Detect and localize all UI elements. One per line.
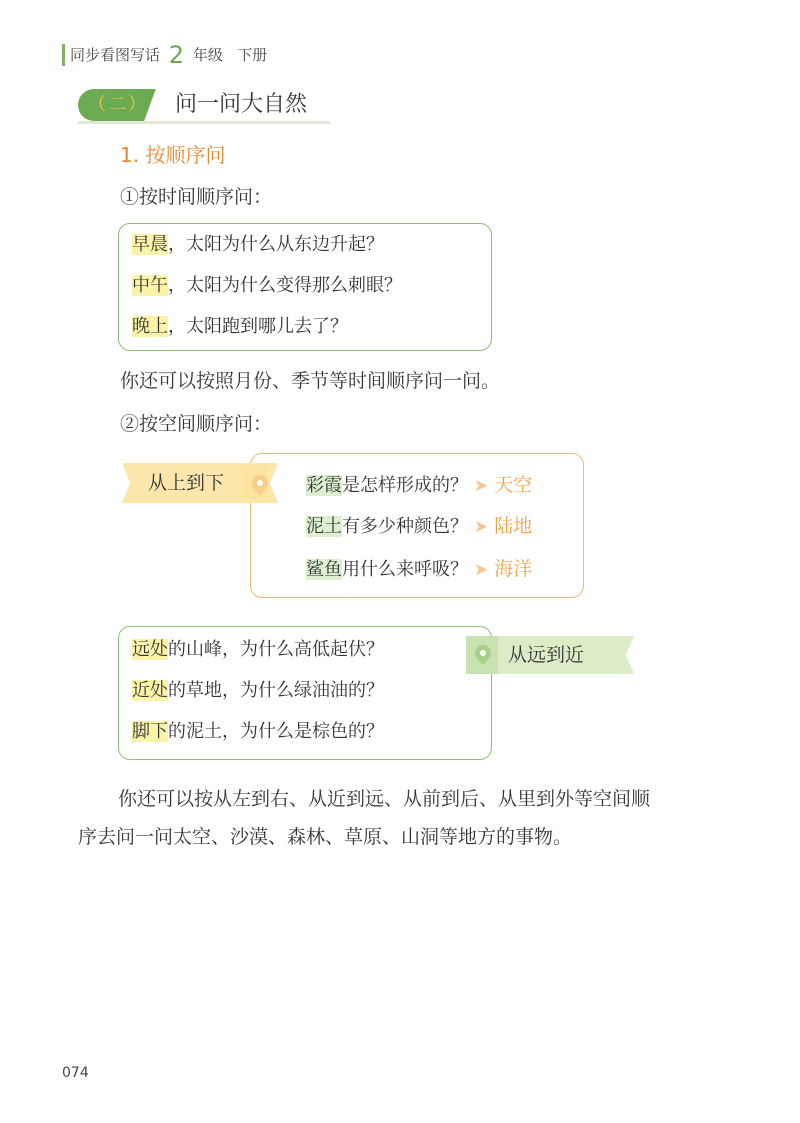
question-text: 的山峰，为什么高低起伏？ bbox=[168, 639, 384, 660]
place-label: 天空 bbox=[494, 474, 533, 496]
page-number: 074 bbox=[62, 1065, 89, 1081]
question-line bbox=[306, 512, 532, 541]
question-line bbox=[132, 718, 384, 746]
place-label: 海洋 bbox=[494, 558, 533, 580]
keyword: 彩霞 bbox=[306, 475, 342, 496]
question-line bbox=[132, 231, 384, 259]
question-text: ，太阳跑到哪儿去了？ bbox=[168, 316, 348, 337]
chevron-right-icon: ➤ bbox=[474, 517, 489, 537]
volume-label: 下册 bbox=[237, 46, 268, 64]
paragraph-line-1: 你还可以按从左到右、从近到远、从前到后、从里到外等空间顺 bbox=[118, 788, 651, 810]
question-line bbox=[132, 272, 402, 300]
section-number: （二） bbox=[88, 94, 148, 115]
section-underline bbox=[78, 121, 330, 124]
book-title: 同步看图写话 bbox=[70, 46, 161, 64]
question-line bbox=[132, 677, 384, 705]
question-text: ，太阳为什么变得那么刺眼？ bbox=[168, 275, 402, 296]
grade-label: 年级 bbox=[192, 46, 223, 64]
question-line bbox=[132, 313, 348, 341]
grade-number: 2 bbox=[168, 41, 185, 69]
part1-note: 你还可以按照月份、季节等时间顺序问一问。 bbox=[120, 370, 501, 392]
part1-heading: ①按时间顺序问： bbox=[120, 186, 273, 208]
keyword: 中午 bbox=[132, 275, 168, 296]
question-line bbox=[306, 471, 532, 500]
ribbon-label: 从上到下 bbox=[148, 472, 225, 494]
ribbon-label: 从远到近 bbox=[508, 644, 585, 666]
keyword: 近处 bbox=[132, 680, 168, 701]
keyword: 泥土 bbox=[306, 516, 342, 537]
header-bar bbox=[62, 44, 65, 66]
location-pin-icon bbox=[474, 644, 492, 666]
part2-heading: ②按空间顺序问： bbox=[120, 413, 273, 435]
keyword: 早晨 bbox=[132, 234, 168, 255]
question-text: 的草地，为什么绿油油的？ bbox=[168, 680, 384, 701]
keyword: 晚上 bbox=[132, 316, 168, 337]
chevron-right-icon: ➤ bbox=[474, 476, 489, 496]
question-text: ，太阳为什么从东边升起？ bbox=[168, 234, 384, 255]
keyword: 脚下 bbox=[132, 721, 168, 742]
question-text: 是怎样形成的？ bbox=[342, 475, 468, 496]
question-line bbox=[306, 555, 532, 584]
section-title: 问一问大自然 bbox=[175, 92, 308, 117]
chevron-right-icon: ➤ bbox=[474, 560, 489, 580]
keyword: 远处 bbox=[132, 639, 168, 660]
location-pin-icon bbox=[251, 474, 269, 496]
keyword: 鲨鱼 bbox=[306, 559, 342, 580]
subsection-title: 1. 按顺序问 bbox=[120, 143, 226, 167]
place-label: 陆地 bbox=[494, 515, 533, 537]
question-text: 有多少种颜色？ bbox=[342, 516, 468, 537]
paragraph-line-2: 序去问一问太空、沙漠、森林、草原、山洞等地方的事物。 bbox=[78, 826, 573, 848]
running-header bbox=[70, 41, 268, 69]
question-text: 用什么来呼吸？ bbox=[342, 559, 468, 580]
question-line bbox=[132, 636, 384, 664]
question-text: 的泥土，为什么是棕色的？ bbox=[168, 721, 384, 742]
